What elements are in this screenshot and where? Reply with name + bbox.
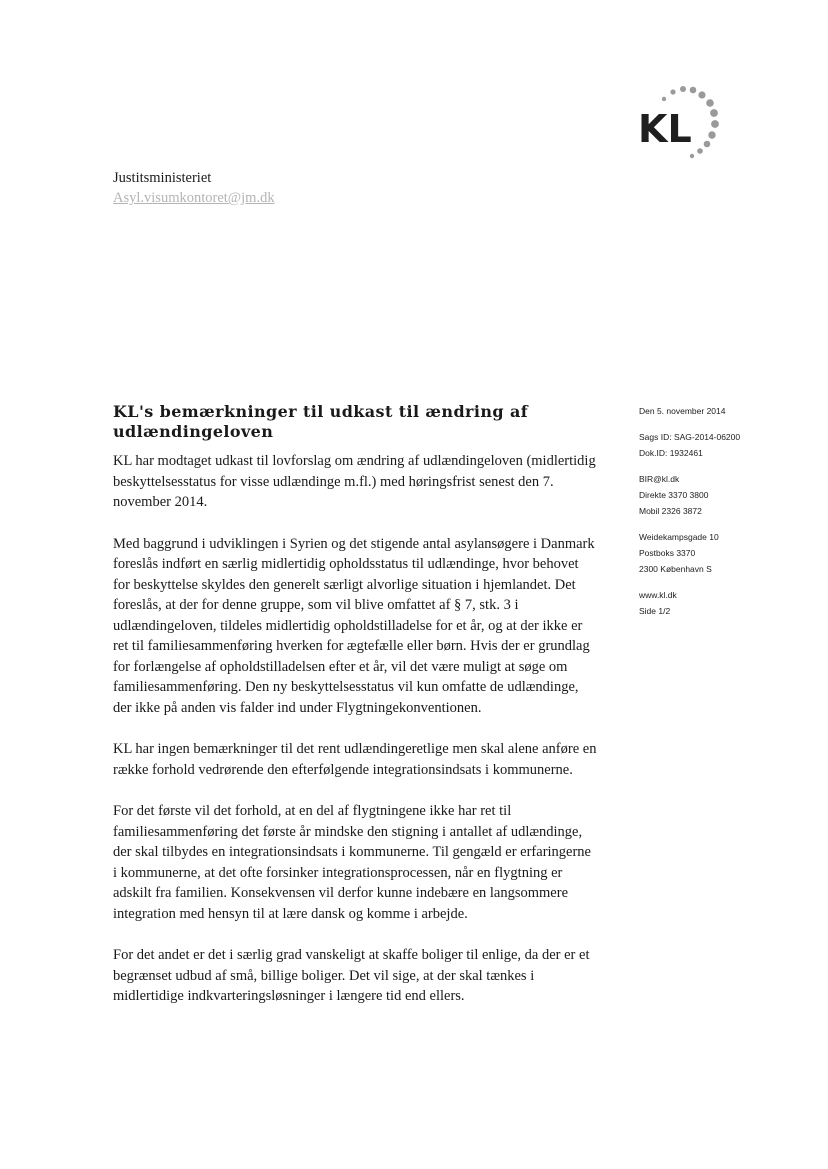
address-street: Weidekampsgade 10 [639,532,719,542]
logo-text: KL [638,107,692,151]
paragraph-intro: KL har modtaget udkast til lovforslag om ændring af udlændingeloven (midlertidig beskyttelsesstatus for visse udlændinge m.fl.) med høringsfrist senest den 7. november 2014. [113,453,596,510]
heading-line-2: udlændingeloven [113,422,274,441]
letter-heading [113,402,593,442]
recipient-block [113,168,275,208]
sender-info-sidebar [639,403,809,619]
sender-direct-phone: Direkte 3370 3800 [639,490,709,500]
paragraph-background: Med baggrund i udviklingen i Syrien og det stigende antal asylansøgere i Danmark foreslås indført en særlig midlertidig opholdsstatus til udlændinge, hvor behovet for beskyttelse skyldes den generelt særligt alvorlige situation i hjemlandet. Det foreslås, at der for denne gruppe, som vil blive omfattet af § 7, stk. 3 i udlændingeloven, tildeles midlertidig opholdstilladelse for et år, og at der ikke er ret til familiesammenføring hverken for ægtefælle eller børn. Hvis der er grundlag for forlængelse af opholdstilladelsen efter et år, vil det være muligt at søge om familiesammenføring. Den ny beskyttelsesstatus vil kun omfatte de udlændinge, der ikke på anden vis falder ind under Flygtningekonventionen. [113,535,595,716]
paragraph-remarks: KL har ingen bemærkninger til det rent udlændingeretlige men skal alene anføre en række forhold vedrørende den efterfølgende integrationsindsats i kommunerne. [113,741,597,778]
kl-logo-graphic [630,82,730,172]
letter-body [113,451,598,1028]
paragraph-second-point: For det andet er det i særlig grad vanskeligt at skaffe boliger til enlige, da der er et begrænset udbud af små, billige boliger. Det vil sige, at der skal tænkes i midlertidige indkvarteringsløsninger i længere tid end ellers. [113,947,590,1004]
address-postbox: Postboks 3370 [639,548,696,558]
address-city: 2300 København S [639,564,712,574]
letter-date: Den 5. november 2014 [639,406,726,416]
page-number: Side 1/2 [639,606,671,616]
dok-id: Dok.ID: 1932461 [639,448,703,458]
kl-logo [630,82,730,172]
paragraph-first-point: For det første vil det forhold, at en del af flygtningene ikke har ret til familiesammenføring det første år mindske den stigning i antallet af udlændinge, der skal tilbydes en integrationsindsats i kommunerne. Til gengæld er erfaringerne i kommunerne, at det ofte forsinker integrationsprocessen, når en flygtning er adskilt fra familien. Konsekvensen vil derfor kunne indebære en langsommere integration med hensyn til at lære dansk og komme i arbejde. [113,803,591,922]
sags-id: Sags ID: SAG-2014-06200 [639,432,741,442]
sender-email[interactable]: BIR@kl.dk [639,474,680,484]
recipient-email[interactable]: Asyl.visumkontoret@jm.dk [113,190,275,206]
recipient-name: Justitsministeriet [113,170,212,186]
website-link[interactable]: www.kl.dk [639,590,677,600]
heading-line-1: KL's bemærkninger til udkast til ændring af [113,402,529,421]
sender-mobile: Mobil 2326 3872 [639,506,702,516]
